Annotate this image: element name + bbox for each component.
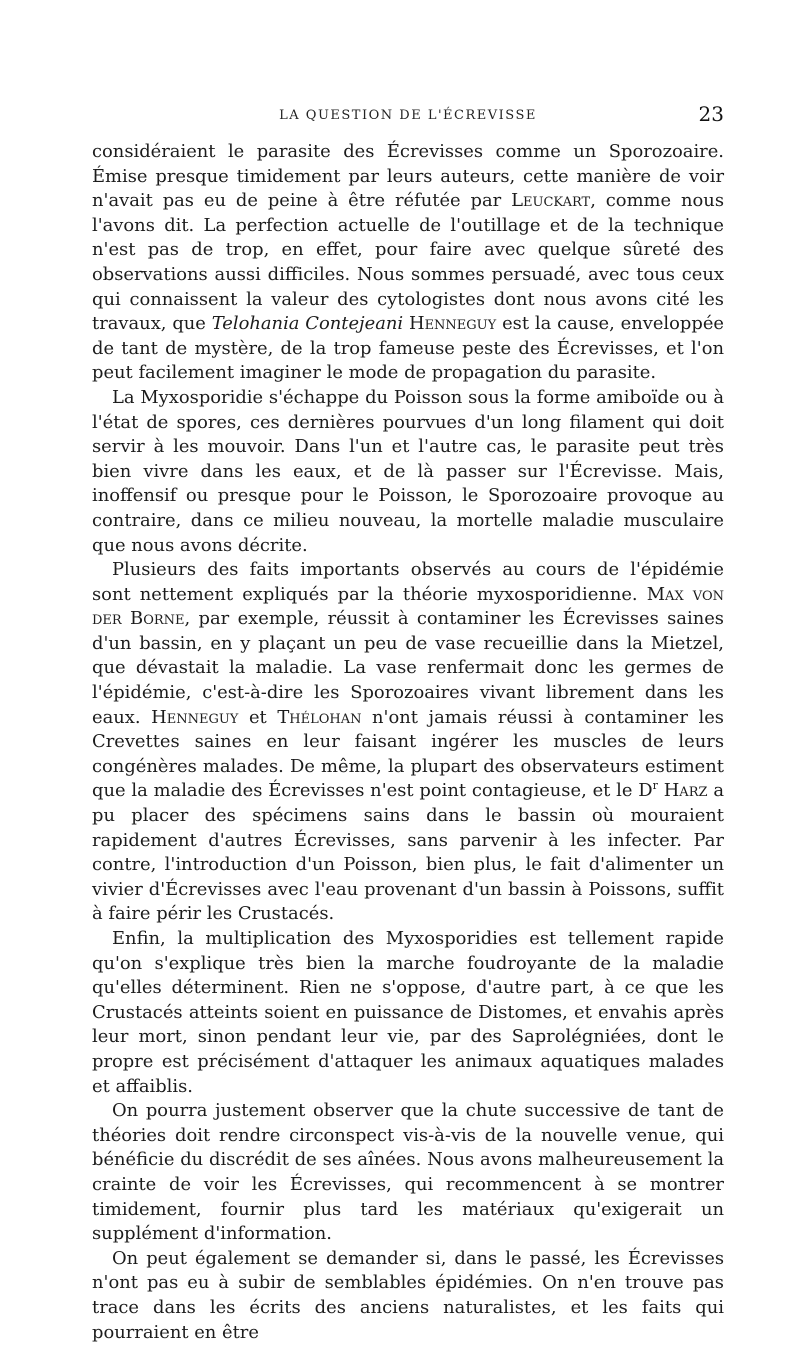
text-run: r [652,779,658,793]
text-run: On peut également se demander si, dans le passé, les Écrevisses n'ont pas eu à subir de semblables épidémies. On n'en trouve pas trace dans les écrits des anciens naturalistes, et les faits qui pourraient en être [92,1247,724,1343]
body-text [92,140,724,1345]
text-run: On pourra justement observer que la chute successive de tant de théories doit rendre circonspect vis-à-vis de la nouvelle venue, qui bénéficie du discrédit de ses aînées. Nous avons malheureusement la crainte de voir les Écrevisses, qui recommencent à se montrer timidement, fournir plus tard les matériaux qu'exigerait un supplément d'information. [92,1100,724,1245]
paragraph [92,386,724,558]
paragraph [92,140,724,386]
paragraph [92,558,724,927]
text-run: considéraient le parasite des Écrevisses comme un Sporozoaire. Émise presque timidement par leurs auteurs, cette manière de voir n'avait pas eu de peine à être réfutée par [92,141,724,212]
paragraph [92,927,724,1099]
text-run: est la cause, enveloppée de tant de mystère, de la trop fameuse peste des Écrevisses, et l'on peut facilement imaginer le mode de propagation du parasite. [92,313,725,384]
page-number: 23 [698,102,724,126]
species-name: Telohania Contejeani [211,313,404,335]
author-name: Max von der Borne [92,583,724,630]
text-run: La Myxosporidie s'échappe du Poisson sous la forme amiboïde ou à l'état de spores, ces dernières pourvues d'un long filament qui doit servir à les mouvoir. Dans l'un et l'autre cas, le parasite peut très bien vivre dans les eaux, et de là passer sur l'Écrevisse. Mais, inoffensif ou presque pour le Poisson, le Sporozoaire provoque au contraire, dans ce milieu nouveau, la mortelle maladie musculaire que nous avons décrite. [92,386,724,556]
text-run: , par exemple, réussit à contaminer les Écrevisses saines d'un bassin, en y plaçant un peu de vase recueillie dans la Mietzel, que dévastait la maladie. La vase renfermait donc les germes de l'épidémie, c'est-à-dire les Sporozoaires vivant librement dans les eaux. [92,608,724,728]
text-run: , comme nous l'avons dit. La perfection actuelle de l'outillage et de la technique n'est pas de trop, en effet, pour faire avec quelque sûreté des observations aussi difficiles. Nous sommes persuadé, avec tous ceux qui connaissent la valeur des cytologistes dont nous avons cité les travaux, que [92,190,724,335]
text-run: Plusieurs des faits importants observés au cours de l'épidémie sont nettement expliqués par la théorie myxosporidienne. [92,559,724,605]
author-name: Harz [663,780,708,802]
running-title: LA QUESTION DE L'ÉCREVISSE [279,108,537,123]
text-run: et [238,706,278,728]
book-page [92,100,724,1345]
author-name: Thélohan [277,706,362,728]
text-run: n'ont jamais réussi à contaminer les Crevettes saines en leur faisant ingérer les muscles de leurs congénères malades. De même, la plupart des observateurs estiment que la maladie des Écrevisses n'est point contagieuse, et le D [92,706,724,802]
paragraph [92,1099,724,1247]
text-run: a pu placer des spécimens sains dans le bassin où mouraient rapidement d'autres Écrevisses, sans parvenir à les infecter. Par contre, l'introduction d'un Poisson, bien plus, le fait d'alimenter un vivier d'Écrevisses avec l'eau provenant d'un bassin à Poissons, suffit à faire périr les Crustacés. [92,780,724,925]
author-name: Leuckart [511,190,591,212]
author-name: Henneguy [151,706,239,728]
running-head [92,100,724,130]
text-run: Enfin, la multiplication des Myxosporidies est tellement rapide qu'on s'explique très bien la marche foudroyante de la maladie qu'elles déterminent. Rien ne s'oppose, d'autre part, à ce que les Crustacés atteints soient en puissance de Distomes, et envahis après leur mort, sinon pendant leur vie, par des Saprolégniées, dont le propre est précisément d'attaquer les animaux aquatiques malades et affaiblis. [92,928,724,1097]
paragraph [92,1247,724,1345]
author-name: Henneguy [408,313,497,335]
